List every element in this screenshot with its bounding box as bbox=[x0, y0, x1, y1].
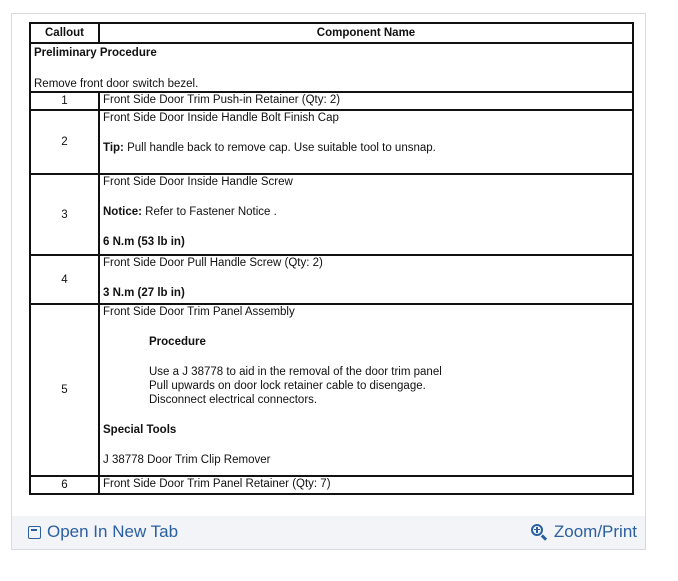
callout-number: 4 bbox=[30, 255, 99, 304]
table-row bbox=[30, 110, 633, 174]
tip-label: Tip: bbox=[103, 142, 124, 154]
torque-spec: 6 N.m (53 lb in) bbox=[103, 236, 185, 248]
open-new-tab-icon bbox=[28, 526, 41, 539]
document-frame bbox=[11, 13, 646, 550]
procedure-title: Procedure bbox=[149, 336, 206, 348]
special-tools-title: Special Tools bbox=[103, 424, 177, 436]
preliminary-text: Remove front door switch bezel. bbox=[34, 78, 199, 90]
zoom-in-icon bbox=[531, 524, 548, 541]
header-row bbox=[30, 23, 633, 43]
open-in-new-tab-label: Open In New Tab bbox=[47, 522, 179, 541]
open-in-new-tab-link[interactable] bbox=[28, 522, 178, 542]
zoom-print-label: Zoom/Print bbox=[553, 522, 637, 541]
component-name: Front Side Door Inside Handle Screw bbox=[103, 176, 293, 188]
component-name: Front Side Door Trim Panel Assembly bbox=[103, 306, 295, 318]
procedure-step: Disconnect electrical connectors. bbox=[149, 394, 318, 406]
table-row bbox=[30, 92, 633, 110]
tip-body: Pull handle back to remove cap. Use suitable tool to unsnap. bbox=[123, 142, 436, 154]
component-name: Front Side Door Inside Handle Bolt Finish Cap bbox=[103, 112, 339, 124]
zoom-print-link[interactable] bbox=[531, 522, 637, 542]
notice-text bbox=[103, 205, 629, 219]
component-name: Front Side Door Trim Panel Retainer (Qty: 7) bbox=[99, 476, 633, 494]
callout-number: 6 bbox=[30, 476, 99, 494]
component-name: Front Side Door Trim Push-in Retainer (Qty: 2) bbox=[99, 92, 633, 110]
table-row bbox=[30, 255, 633, 304]
table-row bbox=[30, 304, 633, 476]
tip-text bbox=[103, 141, 629, 155]
preliminary-title: Preliminary Procedure bbox=[34, 47, 157, 59]
callout-number: 3 bbox=[30, 174, 99, 255]
image-footer bbox=[12, 516, 645, 549]
special-tool: J 38778 Door Trim Clip Remover bbox=[103, 454, 271, 466]
notice-body: Refer to Fastener Notice . bbox=[141, 206, 277, 218]
procedure-step: Pull upwards on door lock retainer cable to disengage. bbox=[149, 380, 426, 392]
procedure-image bbox=[29, 22, 634, 516]
component-name: Front Side Door Pull Handle Screw (Qty: 2) bbox=[103, 257, 323, 269]
preliminary-row bbox=[30, 43, 633, 92]
callout-number: 5 bbox=[30, 304, 99, 476]
procedure-table bbox=[29, 22, 634, 495]
table-row bbox=[30, 174, 633, 255]
torque-spec: 3 N.m (27 lb in) bbox=[103, 287, 185, 299]
callout-number: 2 bbox=[30, 110, 99, 174]
callout-header: Callout bbox=[30, 23, 99, 43]
procedure-step: Use a J 38778 to aid in the removal of the door trim panel bbox=[149, 366, 442, 378]
component-header: Component Name bbox=[99, 23, 633, 43]
callout-number: 1 bbox=[30, 92, 99, 110]
table-row bbox=[30, 476, 633, 494]
notice-label: Notice: bbox=[103, 206, 142, 218]
